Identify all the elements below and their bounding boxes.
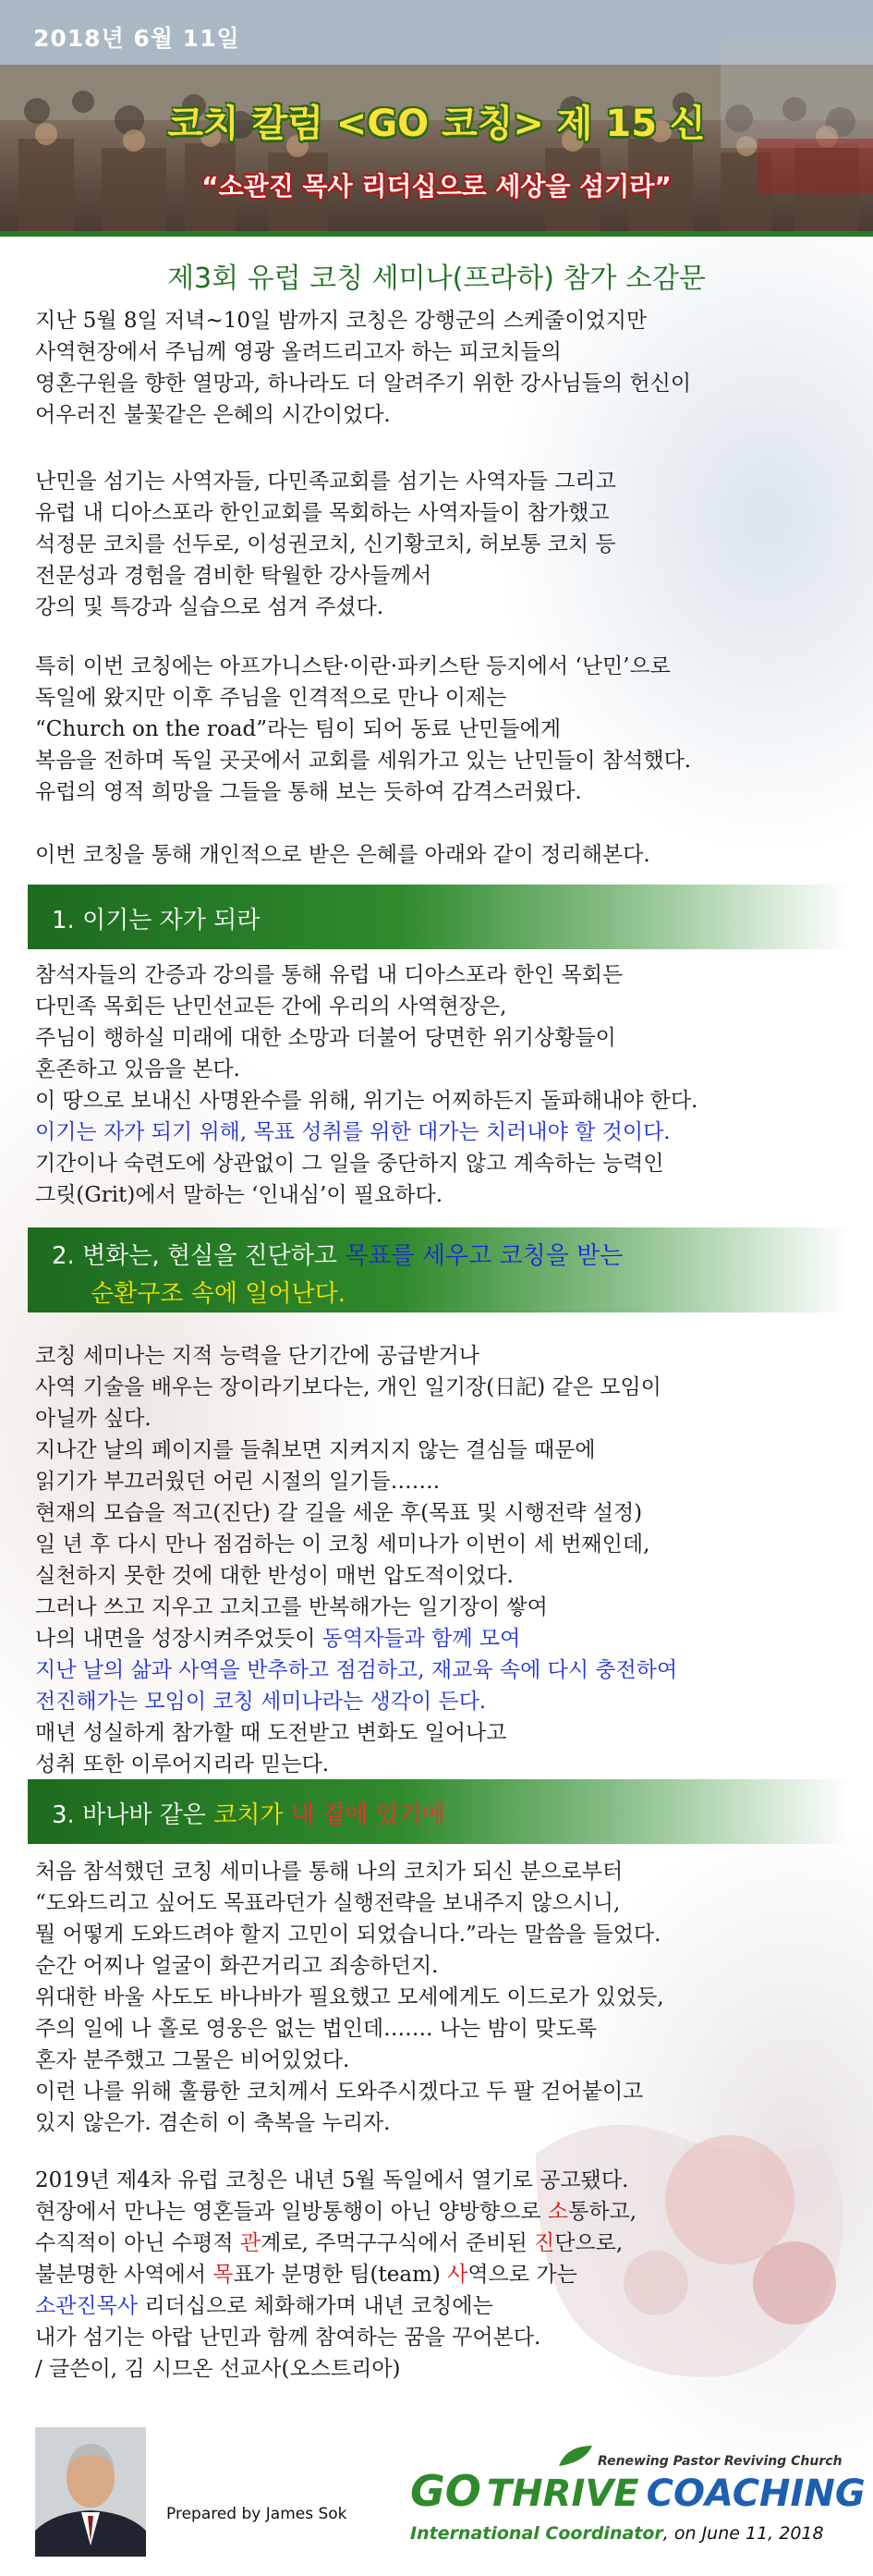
coordinator-date: , on June 11, 2018 bbox=[662, 2523, 824, 2544]
text-line: 석정문 코치를 선두로, 이성권코치, 신기황코치, 허보통 코치 등 bbox=[35, 532, 616, 556]
heading-text: 2. 변화는, 현실을 진단하고 bbox=[52, 1242, 346, 1270]
text-span: 단으로, bbox=[554, 2231, 624, 2255]
coordinator-line bbox=[410, 2523, 824, 2544]
intro-paragraph-3 bbox=[35, 651, 848, 808]
signature: / 글쓴이, 김 시므온 선교사(오스트리아) bbox=[35, 2357, 401, 2381]
text-line: “도와드리고 싶어도 목표라던가 실행전략을 보내주지 않으시니, bbox=[35, 1891, 621, 1915]
column-subtitle: “소관진 목사 리더십으로 세상을 섬기라” bbox=[201, 171, 672, 201]
text-span: 현장에서 만나는 영혼들과 일방통행이 아닌 양방향으로 bbox=[35, 2200, 548, 2224]
text-line: 위대한 바울 사도도 바나바가 필요했고 모세에게도 이드로가 있었듯, bbox=[35, 1985, 664, 2009]
section-1-heading bbox=[28, 885, 850, 949]
text-line: 사역현장에서 주님께 영광 올려드리고자 하는 피코치들의 bbox=[35, 340, 562, 364]
go-thrive-coaching-logo bbox=[410, 2466, 866, 2516]
text-span: 표가 분명한 팀(team) bbox=[233, 2263, 448, 2287]
text-line: “Church on the road”라는 팀이 되어 동료 난민들에게 bbox=[35, 717, 562, 741]
intro-paragraph-2 bbox=[35, 466, 848, 623]
text-line: 복음을 전하며 독일 곳곳에서 교회를 세워가고 있는 난민들이 참석했다. bbox=[35, 749, 692, 773]
highlight-line: 이기는 자가 되기 위해, 목표 성취를 위한 대가는 치러내야 할 것이다. bbox=[35, 1120, 671, 1144]
text-line: 그러나 쓰고 지우고 고치고를 반복해가는 일기장이 쌓여 bbox=[35, 1595, 548, 1619]
text-line: 독일에 왔지만 이후 주님을 인격적으로 만나 이제는 bbox=[35, 686, 507, 710]
text-line: 있지 않은가. 겸손히 이 축복을 누리자. bbox=[35, 2111, 391, 2135]
acrostic-letter: 목 bbox=[212, 2263, 234, 2287]
prepared-by: Prepared by James Sok bbox=[166, 2505, 347, 2523]
text-line: 참석자들의 간증과 강의를 통해 유럽 내 디아스포라 한인 목회든 bbox=[35, 963, 624, 987]
text-line: 이번 코칭을 통해 개인적으로 받은 은혜를 아래와 같이 정리해본다. bbox=[35, 843, 650, 867]
section-2-heading-line-2: 순환구조 속에 일어난다. bbox=[91, 1280, 346, 1308]
text-line bbox=[35, 1623, 848, 1654]
section-3-heading bbox=[28, 1779, 850, 1844]
text-line: 주님이 행하실 미래에 대한 소망과 더불어 당면한 위기상황들이 bbox=[35, 1026, 616, 1050]
text-line: 강의 및 특강과 실습으로 섬겨 주셨다. bbox=[35, 595, 384, 619]
text-line: 내가 섬기는 아랍 난민과 함께 참여하는 꿈을 꾸어본다. bbox=[35, 2326, 541, 2350]
section-3-body bbox=[35, 1856, 848, 2139]
header-banner bbox=[0, 0, 873, 231]
text-line: 이런 나를 위해 훌륭한 코치께서 도와주시겠다고 두 팔 걷어붙이고 bbox=[35, 2080, 644, 2104]
text-line: 일 년 후 다시 만나 점검하는 이 코칭 세미나가 이번이 세 번째인데, bbox=[35, 1532, 650, 1557]
text-line: 성취 또한 이루어지리라 믿는다. bbox=[35, 1752, 330, 1776]
highlight-span: 소관진목사 bbox=[35, 2294, 139, 2318]
text-span: 역으로 가는 bbox=[467, 2263, 577, 2287]
text-line: 기간이나 숙련도에 상관없이 그 일을 중단하지 않고 계속하는 능력인 bbox=[35, 1152, 664, 1176]
leaf-icon bbox=[557, 2444, 594, 2468]
text-line bbox=[35, 2228, 848, 2259]
text-line: 난민을 섬기는 사역자들, 다민족교회를 섬기는 사역자들 그리고 bbox=[35, 470, 616, 494]
acrostic-letter: 관 bbox=[239, 2231, 261, 2255]
text-line: 코칭 세미나는 지적 능력을 단기간에 공급받거나 bbox=[35, 1344, 479, 1368]
text-line: 영혼구원을 향한 열망과, 하나라도 더 알려주기 위한 강사님들의 헌신이 bbox=[35, 372, 692, 396]
header-date: 2018년 6월 11일 bbox=[33, 25, 240, 52]
column-title: 코치 칼럼 <GO 코칭> 제 15 신 bbox=[167, 103, 706, 145]
section-1-body bbox=[35, 959, 848, 1211]
text-line: 처음 참석했던 코칭 세미나를 통해 나의 코치가 되신 분으로부터 bbox=[35, 1860, 624, 1884]
text-line: 유럽의 영적 희망을 그들을 통해 보는 듯하여 감격스러웠다. bbox=[35, 780, 582, 804]
section-2-heading bbox=[28, 1227, 850, 1312]
text-line bbox=[35, 2196, 848, 2228]
text-line bbox=[35, 2259, 848, 2290]
text-line: 아닐까 싶다. bbox=[35, 1407, 152, 1431]
text-line: 혼존하고 있음을 본다. bbox=[35, 1057, 240, 1081]
highlight-span: 동역자들과 함께 모여 bbox=[321, 1627, 521, 1651]
closing-paragraph bbox=[35, 2165, 848, 2385]
logo-tagline: Renewing Pastor Reviving Church bbox=[598, 2454, 843, 2469]
heading-highlight: 코치가 bbox=[213, 1801, 291, 1829]
text-span: 계로, 주먹구구식에서 준비된 bbox=[261, 2231, 534, 2255]
text-line: 실천하지 못한 것에 대한 반성이 매번 압도적이었다. bbox=[35, 1564, 514, 1588]
section-2-body bbox=[35, 1340, 848, 1780]
text-line bbox=[35, 2290, 848, 2322]
logo-thrive: THRIVE bbox=[486, 2472, 639, 2515]
highlight-line: 전진해가는 모임이 코칭 세미나라는 생각이 든다. bbox=[35, 1690, 487, 1714]
document-title: 제3회 유럽 코칭 세미나(프라하) 참가 소감문 bbox=[167, 262, 706, 295]
text-line: 현재의 모습을 적고(진단) 갈 길을 세운 후(목표 및 시행전략 설정) bbox=[35, 1501, 643, 1525]
text-line: 순간 어찌나 얼굴이 화끈거리고 죄송하던지. bbox=[35, 1954, 439, 1978]
text-line: 사역 기술을 배우는 장이라기보다는, 개인 일기장(日記) 같은 모임이 bbox=[35, 1375, 661, 1399]
heading-text: 3. 바나바 같은 bbox=[52, 1801, 214, 1829]
text-line: 이 땅으로 보내신 사명완수를 위해, 위기는 어찌하든지 돌파해내야 한다. bbox=[35, 1089, 698, 1113]
text-line: 전문성과 경험을 겸비한 탁월한 강사들께서 bbox=[35, 564, 432, 588]
text-line: 읽기가 부끄러웠던 어린 시절의 일기들……. bbox=[35, 1470, 441, 1494]
text-line: 유럽 내 디아스포라 한인교회를 목회하는 사역자들이 참가했고 bbox=[35, 501, 610, 525]
text-line: 어우러진 불꽃같은 은혜의 시간이었다. bbox=[35, 403, 391, 427]
logo-go: GO bbox=[410, 2466, 481, 2516]
text-line: 주의 일에 나 홀로 영웅은 없는 법인데……. 나는 밤이 맞도록 bbox=[35, 2017, 597, 2041]
section-2-heading-line-1 bbox=[52, 1237, 850, 1271]
heading-highlight: 목표를 세우고 코칭을 받는 bbox=[345, 1242, 624, 1270]
text-span: 나의 내면을 성장시켜주었듯이 bbox=[35, 1627, 322, 1651]
highlight-line: 지난 날의 삶과 사역을 반추하고 점검하고, 재교육 속에 다시 충전하여 bbox=[35, 1658, 678, 1682]
text-line: 2019년 제4차 유럽 코칭은 내년 5월 독일에서 열기로 공고됐다. bbox=[35, 2168, 629, 2192]
acrostic-letter: 사 bbox=[447, 2263, 468, 2287]
text-line: 뭘 어떻게 도와드려야 할지 고민이 되었습니다.”라는 말씀을 들었다. bbox=[35, 1923, 661, 1947]
text-line: 지난 5월 8일 저녁~10일 밤까지 코칭은 강행군의 스케줄이었지만 bbox=[35, 309, 648, 333]
text-line: 그릿(Grit)에서 말하는 ‘인내심’이 필요하다. bbox=[35, 1183, 443, 1207]
section-3-heading-text bbox=[52, 1796, 850, 1830]
coordinator-title: International Coordinator bbox=[410, 2523, 663, 2544]
text-line: 혼자 분주했고 그물은 비어있었다. bbox=[35, 2048, 350, 2072]
acrostic-letter: 소 bbox=[547, 2200, 569, 2224]
person-portrait-icon bbox=[35, 2427, 146, 2557]
heading-highlight: 내 곁에 있기에 bbox=[290, 1801, 446, 1829]
text-line: 특히 이번 코칭에는 아프가니스탄·이란·파키스탄 등지에서 ‘난민’으로 bbox=[35, 654, 671, 678]
text-span: 수직적이 아닌 수평적 bbox=[35, 2231, 240, 2255]
intro-paragraph-4 bbox=[35, 839, 848, 871]
section-1-heading-text: 1. 이기는 자가 되라 bbox=[52, 907, 261, 934]
author-photo bbox=[35, 2427, 146, 2557]
text-line: 지나간 날의 페이지를 들춰보면 지켜지지 않는 결심들 때문에 bbox=[35, 1438, 596, 1462]
intro-paragraph-1 bbox=[35, 305, 848, 431]
text-line: 다민족 목회든 난민선교든 간에 우리의 사역현장은, bbox=[35, 995, 507, 1019]
text-span: 리더십으로 체화해가며 내년 코칭에는 bbox=[138, 2294, 493, 2318]
text-line: 매년 성실하게 참가할 때 도전받고 변화도 일어나고 bbox=[35, 1721, 507, 1745]
acrostic-letter: 진 bbox=[534, 2231, 555, 2255]
text-span: 불분명한 사역에서 bbox=[35, 2263, 213, 2287]
text-span: 통하고, bbox=[568, 2200, 637, 2224]
header-divider bbox=[0, 231, 873, 237]
logo-coaching: COACHING bbox=[646, 2472, 866, 2515]
